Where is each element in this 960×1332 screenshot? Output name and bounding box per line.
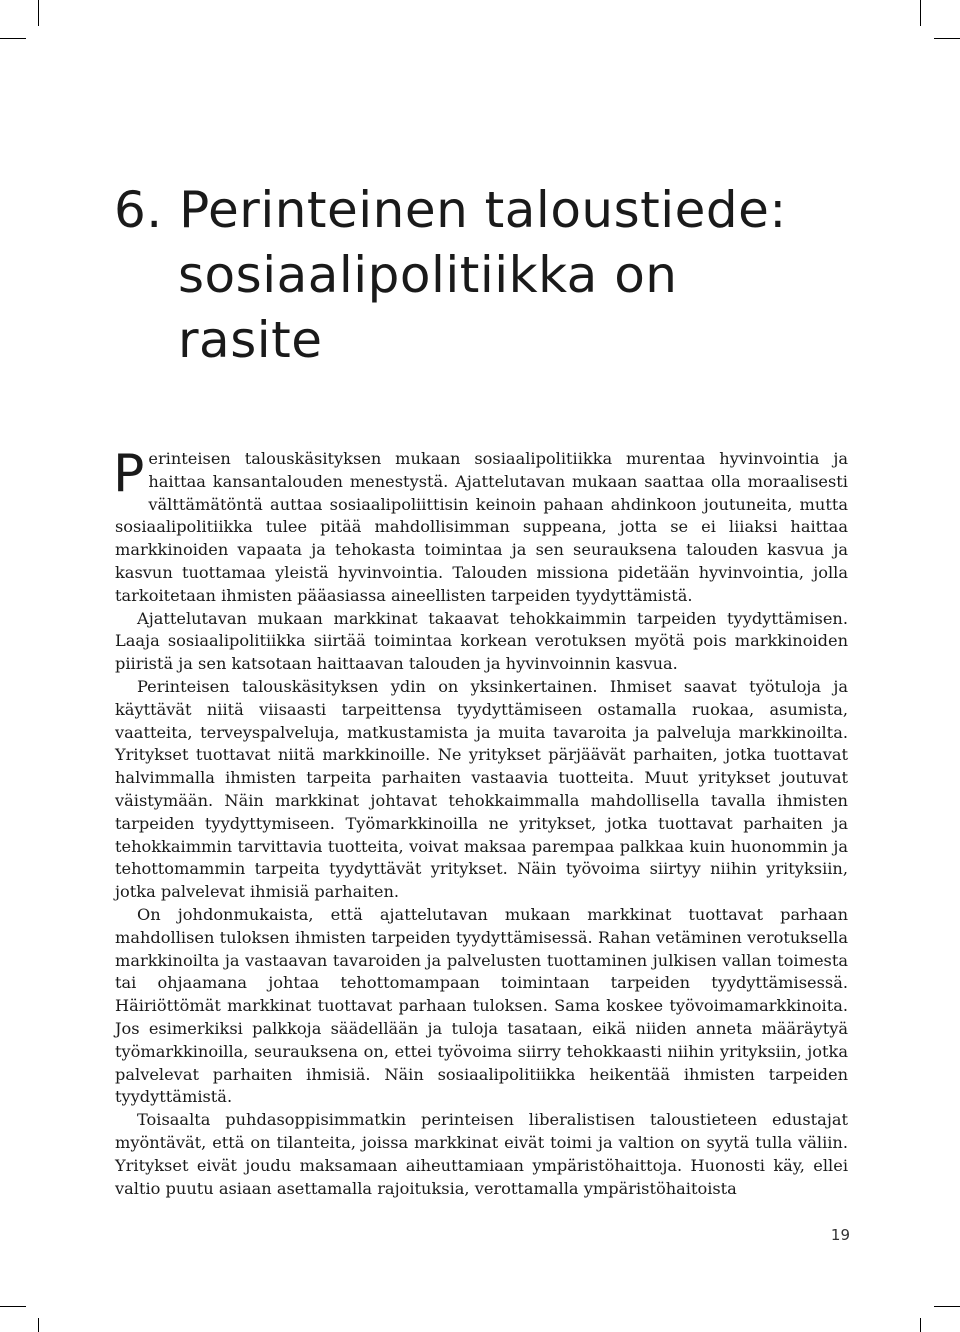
body-text [113,444,848,1200]
paragraph-2: Ajattelutavan mukaan markkinat takaavat tehokkaimmin tarpeiden tyydyttämisen. Laaja sosiaalipolitiikka siirtää toimintaa korkean verotuksen myötä pois markkinoiden piiristä ja sen katsotaan haittaavan talouden ja hyvinvoinnin kasvua. [115,608,848,674]
crop-mark-bottom-left-horizontal [0,1306,26,1307]
crop-mark-top-right-horizontal [934,38,960,39]
paragraph-1 [113,444,848,608]
paragraph-1-text: erinteisen talouskäsityksen mukaan sosiaalipolitiikka murentaa hyvinvointia ja haittaa kansantalouden menestystä. Ajattelutavan mukaan saattaa olla moraalisesti välttämätöntä auttaa sosiaalipoliittisin keinoin pahaan ahdinkoon joutuneita, mutta sosiaalipolitiikka tulee pitää mahdollisimman suppeana, jotta se ei liiaksi haittaa markkinoiden vapaata ja tehokasta toimintaa ja sen seurauksena talouden kasvua ja kasvun tuottamaa yleistä hyvinvointia. Talouden missiona pidetään hyvinvointia, jolla tarkoitetaan ihmisten pääasiassa aineellisten tarpeiden tyydyttämistä. [115,449,848,605]
heading-title-line-1: Perinteinen taloustiede: [179,181,787,239]
crop-mark-top-left-vertical [38,0,39,26]
crop-mark-bottom-right-horizontal [934,1306,960,1307]
crop-mark-top-left-horizontal [0,38,26,39]
paragraph-4: On johdonmukaista, että ajattelutavan mukaan markkinat tuottavat parhaan mahdollisen tuloksen ihmisten tarpeiden tyydyttämisessä. Rahan vetäminen verotuksella markkinoilta ja vastaavan tavaroiden ja palvelusten tuottaminen julkisen vallan toimesta tai ohjaamana johtaa tehottomampaan toimintaan tarpeiden tyydyttämisessä. Häiriöttömät markkinat tuottavat parhaan tuloksen. Sama koskee työvoimamarkkinoita. Jos esimerkiksi palkkoja säädellään ja tuloja tasataan, eikä niiden anneta määräytyä työmarkkinoilla, seurauksena on, ettei työvoima siirry tehokkaasti niihin yrityksiin, jotka palvelevat parhaiten ihmisiä. Näin sosiaalipolitiikka heikentää ihmisten tarpeiden tyydyttämistä. [115,904,848,1107]
paragraph-5: Toisaalta puhdasoppisimmatkin perinteisen liberalistisen taloustieteen edustajat myöntävät, että on tilanteita, joissa markkinat eivät toimi ja valtion on syytä tulla väliin. Yritykset eivät joudu maksamaan aiheuttamiaan ympäristöhaittoja. Huonosti käy, ellei valtio puutu asiaan asettamalla rajoituksia, verottamalla ympäristöhaitoista [115,1110,848,1198]
crop-mark-bottom-right-vertical [920,1318,921,1332]
crop-mark-top-right-vertical [920,0,921,26]
page-number: 19 [830,1226,850,1244]
heading-line-2: sosiaalipolitiikka on [178,246,678,304]
paragraph-3: Perinteisen talouskäsityksen ydin on yksinkertainen. Ihmiset saavat työtuloja ja käyttävät niitä viisaasti tarpeittensa tyydyttämiseen ostamalla ruokaa, asumista, vaatteita, terveyspalveluja, matkustamista ja muita tavaroita ja palveluja markkinoilta. Yritykset tuottavat niitä markkinoille. Ne yritykset pärjäävät parhaiten, jotka tuottavat halvimmalla ihmisten tarpeita parhaiten vastaavia tuotteita. Muut yritykset joutuvat väistymään. Näin markkinat johtavat tehokkaimmalla mahdollisella tavalla ihmisten tarpeiden tyydyttymiseen. Työmarkkinoilla ne yritykset, jotka tuottavat parhaiten ja tehokkaimmin tarvittavia tuotteita, voivat maksaa parempaa palkkaa kuin huonommin ja tehottomammin tarpeita tyydyttävät yritykset. Näin työvoima siirtyy niihin yrityksiin, jotka palvelevat ihmisiä parhaiten. [115,676,848,902]
crop-mark-bottom-left-vertical [38,1318,39,1332]
heading-line-1 [114,178,894,243]
drop-cap: P [113,444,145,504]
chapter-heading [114,178,894,373]
chapter-number: 6. [114,181,163,239]
heading-line-3: rasite [178,311,323,369]
